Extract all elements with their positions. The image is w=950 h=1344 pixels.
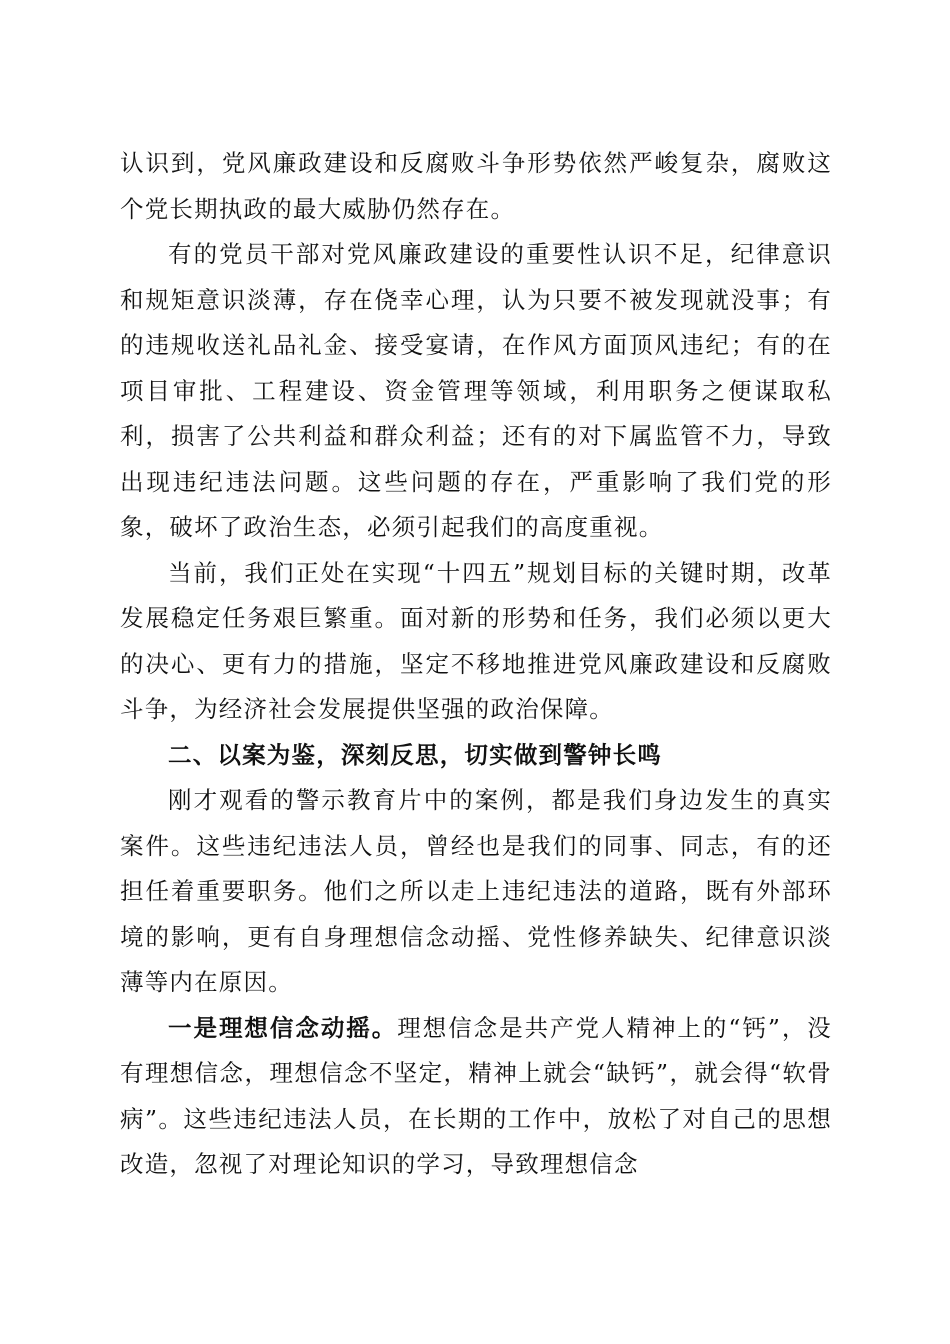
- paragraph-body-text: 理想信念是共产党人精神上的“钙”，没有理想信念，理想信念不坚定，精神上就会“缺钙”，就会得“软骨病”。这些违纪违法人员，在长期的工作中，放松了对自己的思想改造，忽视了对理论知识的学习，导致理想信念: [120, 1013, 832, 1178]
- paragraph-ideals-wavering: [120, 1006, 832, 1188]
- paragraph-continuation: 认识到，党风廉政建设和反腐败斗争形势依然严峻复杂，腐败这个党长期执政的最大威胁仍然存在。: [120, 149, 832, 223]
- paragraph-current-period: 当前，我们正处在实现“十四五”规划目标的关键时期，改革发展稳定任务艰巨繁重。面对新的形势和任务，我们必须以更大的决心、更有力的措施，坚定不移地推进党风廉政建设和反腐败斗争，为经济社会发展提供坚强的政治保障。: [120, 558, 832, 723]
- section-heading-two: 二、以案为鉴，深刻反思，切实做到警钟长鸣: [168, 740, 662, 769]
- paragraph-case-review: 刚才观看的警示教育片中的案例，都是我们身边发生的真实案件。这些违纪违法人员，曾经也是我们的同事、同志，有的还担任着重要职务。他们之所以走上违纪违法的道路，既有外部环境的影响，更有自身理想信念动摇、党性修养缺失、纪律意识淡薄等内在原因。: [120, 786, 832, 996]
- paragraph-problems: 有的党员干部对党风廉政建设的重要性认识不足，纪律意识和规矩意识淡薄，存在侥幸心理，认为只要不被发现就没事；有的违规收送礼品礼金、接受宴请，在作风方面顶风违纪；有的在项目审批、工程建设、资金管理等领域，利用职务之便谋取私利，损害了公共利益和群众利益；还有的对下属监管不力，导致出现违纪违法问题。这些问题的存在，严重影响了我们党的形象，破坏了政治生态，必须引起我们的高度重视。: [120, 240, 832, 541]
- paragraph-lead-phrase: 一是理想信念动摇。: [168, 1013, 398, 1042]
- document-body: [120, 141, 832, 1188]
